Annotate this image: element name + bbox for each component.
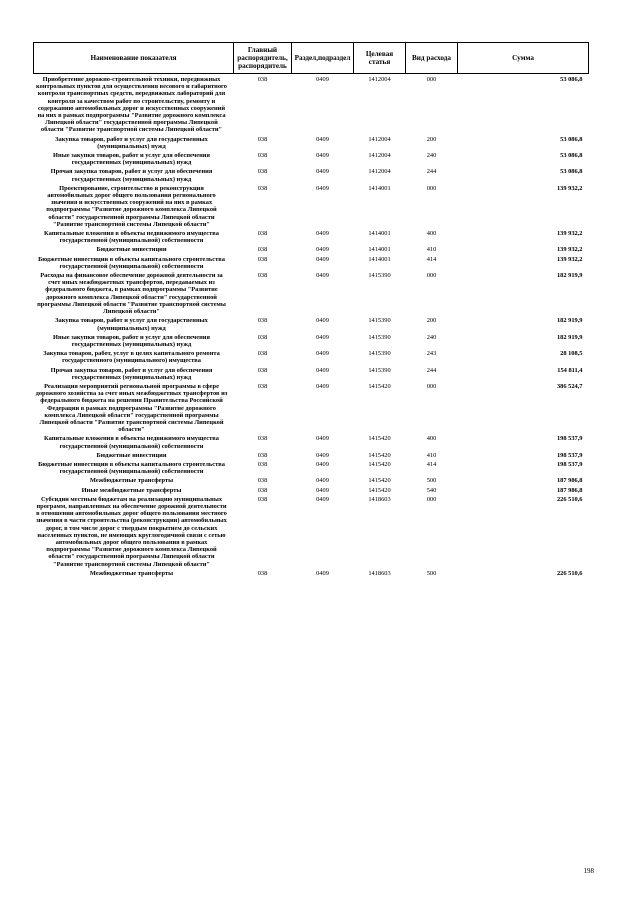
cell-section: 0409 [316, 451, 329, 459]
cell-sum: 187 986,8 [556, 477, 583, 485]
cell-name: Межбюджетные трансферты [89, 569, 174, 577]
header-section: Раздел,подраздел [292, 43, 354, 74]
cell-type: 000 [426, 184, 437, 192]
cell-type: 000 [426, 495, 437, 503]
cell-type: 414 [426, 255, 437, 263]
cell-sum: 28 108,5 [560, 350, 583, 358]
page-number: 198 [583, 867, 594, 875]
cell-sum: 226 510,6 [556, 495, 583, 503]
cell-target: 1415390 [368, 350, 391, 358]
cell-name: Иные закупки товаров, работ и услуг для обеспечения государственных (муниципальных) нужд [53, 152, 210, 167]
cell-type: 244 [426, 168, 437, 176]
cell-target: 1415390 [368, 272, 391, 280]
cell-type: 000 [426, 272, 437, 280]
cell-sum: 182 919,9 [556, 272, 583, 280]
table-row [34, 433, 589, 449]
budget-table [33, 42, 589, 577]
cell-admin: 038 [257, 460, 268, 468]
cell-name: Закупка товаров, работ и услуг для государственных (муниципальных) нужд [55, 135, 208, 150]
cell-target: 1418603 [368, 569, 391, 577]
header-target: Целевая статья [354, 43, 406, 74]
cell-section: 0409 [316, 366, 329, 374]
cell-type: 200 [426, 135, 437, 143]
table-row [34, 348, 589, 364]
table-row [34, 365, 589, 381]
cell-name: Капитальные вложения в объекты недвижимого имущества государственной (муниципальной) собственности [44, 230, 219, 245]
cell-admin: 038 [257, 184, 268, 192]
cell-name: Прочая закупка товаров, работ и услуг для обеспечения государственных (муниципальных) нужд [50, 168, 213, 183]
cell-admin: 038 [257, 168, 268, 176]
cell-name: Межбюджетные трансферты [89, 477, 174, 485]
cell-type: 240 [426, 333, 437, 341]
table-row [34, 74, 589, 134]
cell-admin: 038 [257, 451, 268, 459]
cell-type: 414 [426, 460, 437, 468]
cell-sum: 53 086,8 [560, 168, 583, 176]
cell-type: 240 [426, 152, 437, 160]
cell-target: 1415390 [368, 317, 391, 325]
cell-section: 0409 [316, 76, 329, 83]
cell-section: 0409 [316, 333, 329, 341]
cell-type: 500 [426, 569, 437, 577]
cell-admin: 038 [257, 333, 268, 341]
cell-type: 400 [426, 435, 437, 443]
cell-admin: 038 [257, 435, 268, 443]
cell-type: 410 [426, 246, 437, 254]
table-row [34, 244, 589, 253]
cell-admin: 038 [257, 246, 268, 254]
cell-name: Капитальные вложения в объекты недвижимого имущества государственной (муниципальной) собственности [44, 435, 219, 450]
cell-section: 0409 [316, 569, 329, 577]
cell-target: 1415420 [368, 435, 391, 443]
cell-sum: 53 086,8 [560, 76, 583, 83]
cell-section: 0409 [316, 435, 329, 443]
table-row [34, 183, 589, 228]
table-row [34, 150, 589, 166]
cell-section: 0409 [316, 246, 329, 254]
table-row [34, 270, 589, 315]
cell-section: 0409 [316, 230, 329, 238]
cell-sum: 139 932,2 [556, 246, 583, 254]
budget-table-page [33, 42, 588, 577]
cell-name: Расходы на финансовое обеспечение дорожной деятельности за счет иных межбюджетных трансфертов, передаваемых из федерального бюджета, в рамках подпрограммы "Развитие дорожного комплекса Липецкой области" государственной программы Липецкой области "Развитие транспортной системы Липецкой области" [37, 272, 226, 316]
cell-name: Прочая закупка товаров, работ и услуг для обеспечения государственных (муниципальных) нужд [50, 366, 213, 381]
cell-sum: 226 510,6 [556, 569, 583, 577]
cell-sum: 198 537,9 [556, 435, 583, 443]
cell-admin: 038 [257, 272, 268, 280]
cell-name: Бюджетные инвестиции в объекты капитального строительства государственной (муниципальной) собственности [38, 460, 225, 476]
cell-section: 0409 [316, 152, 329, 160]
table-row [34, 134, 589, 150]
cell-admin: 038 [257, 152, 268, 160]
cell-admin: 038 [257, 486, 268, 494]
cell-section: 0409 [316, 460, 329, 468]
cell-name: Бюджетные инвестиции [96, 451, 167, 459]
table-row [34, 568, 589, 577]
cell-target: 1412004 [368, 76, 391, 83]
cell-admin: 038 [257, 76, 268, 83]
cell-section: 0409 [316, 317, 329, 325]
cell-sum: 53 086,8 [560, 152, 583, 160]
cell-name: Закупка товаров, работ, услуг в целях капитального ремонта государственного (муниципального) имущества [43, 350, 220, 365]
table-row [34, 485, 589, 494]
table-header-row [34, 43, 589, 74]
table-row [34, 475, 589, 484]
cell-target: 1415390 [368, 366, 391, 374]
cell-section: 0409 [316, 350, 329, 358]
cell-sum: 198 537,9 [556, 460, 583, 468]
cell-sum: 154 811,4 [557, 366, 583, 374]
cell-type: 243 [426, 350, 437, 358]
table-row [34, 332, 589, 348]
cell-admin: 038 [257, 135, 268, 143]
cell-name: Бюджетные инвестиции [96, 246, 167, 254]
cell-type: 400 [426, 230, 437, 238]
cell-admin: 038 [257, 569, 268, 577]
cell-section: 0409 [316, 184, 329, 192]
table-row [34, 315, 589, 331]
cell-target: 1412004 [368, 168, 391, 176]
cell-sum: 53 086,8 [560, 135, 583, 143]
cell-admin: 038 [257, 366, 268, 374]
table-row [34, 450, 589, 459]
cell-target: 1415420 [368, 451, 391, 459]
cell-section: 0409 [316, 272, 329, 280]
cell-section: 0409 [316, 135, 329, 143]
cell-target: 1418603 [368, 495, 391, 503]
cell-sum: 139 932,2 [556, 184, 583, 192]
cell-admin: 038 [257, 495, 268, 503]
cell-section: 0409 [316, 486, 329, 494]
cell-admin: 038 [257, 382, 268, 390]
cell-sum: 187 986,8 [556, 486, 583, 494]
cell-admin: 038 [257, 350, 268, 358]
cell-target: 1415420 [368, 486, 391, 494]
cell-target: 1415420 [368, 477, 391, 485]
cell-name: Бюджетные инвестиции в объекты капитального строительства государственной (муниципальной) собственности [38, 255, 225, 270]
cell-name: Закупка товаров, работ и услуг для государственных (муниципальных) нужд [55, 317, 208, 332]
cell-target: 1415390 [368, 333, 391, 341]
cell-type: 540 [426, 486, 437, 494]
cell-target: 1415420 [368, 382, 391, 390]
cell-admin: 038 [257, 255, 268, 263]
cell-sum: 182 919,9 [556, 317, 583, 325]
cell-name: Приобретение дорожно-строительной техники, передвижных контрольных пунктов для осуществления весового и габаритного контроля транспортных средств, передвижных лабораторий для контроля за качеством работ по строительству, ремонту и содержанию автомобильных дорог и искусственных сооружений на них в рамках подпрограммы "Развитие дорожного комплекса Липецкой области" государственной программы Липецкой области "Развитие транспортной системы Липецкой области" [35, 76, 227, 134]
cell-target: 1414001 [368, 246, 391, 254]
table-row [34, 166, 589, 182]
table-body [34, 74, 589, 578]
cell-section: 0409 [316, 168, 329, 176]
cell-target: 1414001 [368, 230, 391, 238]
cell-type: 000 [426, 76, 437, 83]
cell-name: Субсидии местным бюджетам на реализацию муниципальных программ, направленных на обеспечение дорожной деятельности в отношении автомобильных дорог общего пользования местного значения в части строительства (реконструкции) автомобильных дорог, в том числе дорог с твердым покрытием до сельских населенных пунктов, не имеющих круглогодичной связи с сетью автомобильных дорог общего пользования в рамках подпрограммы "Развитие дорожного комплекса Липецкой области" государственной программы Липецкой области "Развитие транспортной системы Липецкой области" [36, 495, 227, 568]
header-name: Наименование показателя [34, 43, 234, 74]
header-admin: Главный распорядитель, распорядитель [234, 43, 292, 74]
table-row [34, 254, 589, 270]
header-type: Вид расхода [406, 43, 458, 74]
cell-sum: 386 524,7 [556, 382, 583, 390]
cell-target: 1414001 [368, 255, 391, 263]
cell-sum: 139 932,2 [556, 230, 583, 238]
cell-section: 0409 [316, 382, 329, 390]
cell-target: 1414001 [368, 184, 391, 192]
cell-type: 410 [426, 451, 437, 459]
cell-sum: 139 932,2 [556, 255, 583, 263]
table-row [34, 494, 589, 568]
cell-section: 0409 [316, 255, 329, 263]
cell-name: Иные межбюджетные трансферты [81, 486, 182, 494]
cell-section: 0409 [316, 477, 329, 485]
cell-type: 000 [426, 382, 437, 390]
cell-name: Реализация мероприятий региональной программы в сфере дорожного хозяйства за счет иных межбюджетных трансфертов из федерального бюджета на решения Правительства Российской Федерации в рамках подпрограммы "Развитие дорожного комплекса Липецкой области" государственной программы Липецкой области "Развитие транспортной системы Липецкой области" [35, 382, 228, 434]
table-row [34, 228, 589, 244]
table-row [34, 381, 589, 433]
cell-sum: 198 537,9 [556, 451, 583, 459]
cell-target: 1412004 [368, 152, 391, 160]
cell-admin: 038 [257, 477, 268, 485]
cell-admin: 038 [257, 230, 268, 238]
cell-section: 0409 [316, 495, 329, 503]
cell-sum: 182 919,9 [556, 333, 583, 341]
cell-type: 244 [426, 366, 437, 374]
table-row [34, 459, 589, 475]
cell-type: 500 [426, 477, 437, 485]
cell-name: Проектирование, строительство и реконструкция автомобильных дорог общего пользования регионального значения и искусственных сооружений на них в рамках подпрограммы "Развитие дорожного комплекса Липецкой области" государственной программы Липецкой области "Развитие транспортной системы Липецкой области" [46, 184, 217, 228]
cell-target: 1415420 [368, 460, 391, 468]
header-sum: Сумма [458, 43, 589, 74]
cell-target: 1412004 [368, 135, 391, 143]
cell-type: 200 [426, 317, 437, 325]
cell-admin: 038 [257, 317, 268, 325]
cell-name: Иные закупки товаров, работ и услуг для обеспечения государственных (муниципальных) нужд [53, 333, 210, 348]
